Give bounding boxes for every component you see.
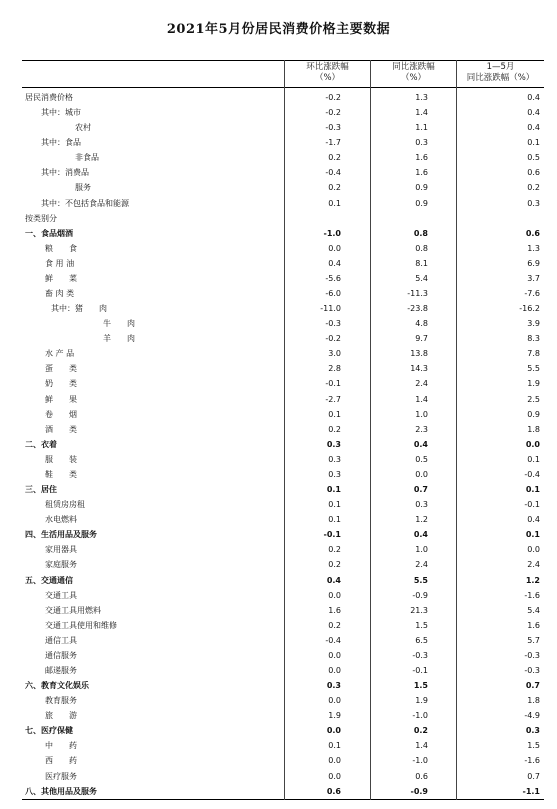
yoy-value: 4.8 bbox=[415, 319, 428, 329]
row-label: 农村 bbox=[75, 123, 91, 133]
row-label: 一、食品烟酒 bbox=[25, 228, 73, 238]
row-label: 六、教育文化娱乐 bbox=[25, 681, 89, 691]
yoy-value: 1.9 bbox=[415, 696, 428, 706]
table-row bbox=[22, 361, 544, 376]
row-label: 其中：消费品 bbox=[41, 168, 89, 178]
yoy-value: 21.3 bbox=[410, 605, 428, 615]
ytd-value: -1.6 bbox=[524, 756, 540, 766]
row-label: 家用器具 bbox=[45, 545, 77, 555]
ytd-value: -0.4 bbox=[524, 469, 540, 479]
table-row bbox=[22, 738, 544, 753]
ytd-value: 1.5 bbox=[527, 741, 540, 751]
mom-value: 0.2 bbox=[328, 153, 341, 163]
ytd-value: 0.5 bbox=[527, 153, 540, 163]
yoy-value: 5.5 bbox=[413, 575, 428, 585]
row-label: 畜 肉 类 bbox=[45, 289, 75, 299]
yoy-value: 0.9 bbox=[415, 198, 428, 208]
ytd-value: -0.3 bbox=[524, 650, 540, 660]
mom-value: 0.0 bbox=[328, 771, 341, 781]
row-label: 三、居住 bbox=[25, 485, 57, 495]
mom-value: -1.7 bbox=[325, 138, 341, 148]
mom-value: 0.1 bbox=[328, 500, 341, 510]
table-row bbox=[22, 180, 544, 195]
table-row bbox=[22, 633, 544, 648]
table-row bbox=[22, 769, 544, 784]
ytd-value: 0.4 bbox=[527, 515, 540, 525]
table-row bbox=[22, 723, 544, 738]
table-row bbox=[22, 316, 544, 331]
yoy-value: 2.4 bbox=[415, 560, 428, 570]
yoy-value: 1.4 bbox=[415, 108, 428, 118]
ytd-value: 0.1 bbox=[527, 138, 540, 148]
mom-value: -0.4 bbox=[325, 635, 341, 645]
mom-value: 0.2 bbox=[328, 424, 341, 434]
table-row bbox=[22, 678, 544, 693]
mom-value: 0.1 bbox=[328, 409, 341, 419]
row-label: 教育服务 bbox=[45, 696, 77, 706]
ytd-value: 0.3 bbox=[525, 726, 540, 736]
row-label: 中 药 bbox=[45, 741, 77, 751]
mom-value: -5.6 bbox=[325, 273, 341, 283]
mom-value: 0.1 bbox=[328, 198, 341, 208]
row-label: 非食品 bbox=[75, 153, 99, 163]
table-row bbox=[22, 648, 544, 663]
row-label: 其中：猪 肉 bbox=[51, 304, 107, 314]
row-label: 交通工具 bbox=[45, 590, 77, 600]
mom-value: 0.0 bbox=[328, 650, 341, 660]
mom-value: 0.0 bbox=[326, 726, 341, 736]
mom-value: 0.1 bbox=[328, 741, 341, 751]
yoy-value: 1.0 bbox=[415, 409, 428, 419]
table-row bbox=[22, 452, 544, 467]
table-row bbox=[22, 422, 544, 437]
table-row bbox=[22, 497, 544, 512]
row-label: 卷 烟 bbox=[45, 409, 77, 419]
header-mom bbox=[285, 62, 370, 84]
table-row bbox=[22, 708, 544, 723]
ytd-value: 0.0 bbox=[527, 545, 540, 555]
header-yoy bbox=[371, 62, 456, 84]
mom-value: 0.2 bbox=[328, 545, 341, 555]
row-label: 交通工具用燃料 bbox=[45, 605, 101, 615]
yoy-value: 0.3 bbox=[415, 138, 428, 148]
yoy-value: -0.9 bbox=[410, 786, 428, 796]
table-row bbox=[22, 241, 544, 256]
table-row bbox=[22, 120, 544, 135]
ytd-value: 1.9 bbox=[527, 379, 540, 389]
yoy-value: 1.0 bbox=[415, 545, 428, 555]
table-row bbox=[22, 512, 544, 527]
ytd-value: 0.7 bbox=[527, 771, 540, 781]
table-row bbox=[22, 331, 544, 346]
table-row bbox=[22, 437, 544, 452]
row-label: 鲜 果 bbox=[45, 394, 77, 404]
ytd-value: 2.4 bbox=[527, 560, 540, 570]
yoy-value: 0.4 bbox=[413, 530, 428, 540]
mom-value: 0.0 bbox=[328, 243, 341, 253]
ytd-value: -7.6 bbox=[524, 289, 540, 299]
table-row bbox=[22, 618, 544, 633]
table-row bbox=[22, 663, 544, 678]
row-label: 西 药 bbox=[45, 756, 77, 766]
table-row bbox=[22, 90, 544, 105]
mom-value: 0.0 bbox=[328, 590, 341, 600]
ytd-value: 1.8 bbox=[527, 696, 540, 706]
ytd-value: 0.4 bbox=[527, 108, 540, 118]
header-ytd-line1: 1—5月 bbox=[486, 62, 515, 72]
row-label: 医疗服务 bbox=[45, 771, 77, 781]
row-label: 其中：食品 bbox=[41, 138, 81, 148]
ytd-value: 3.9 bbox=[527, 319, 540, 329]
table-row bbox=[22, 527, 544, 542]
row-label: 酒 类 bbox=[45, 424, 77, 434]
row-label: 通信工具 bbox=[45, 635, 77, 645]
yoy-value: 1.4 bbox=[415, 394, 428, 404]
table-row bbox=[22, 165, 544, 180]
row-label: 粮 食 bbox=[45, 243, 77, 253]
row-label: 旅 游 bbox=[45, 711, 77, 721]
ytd-value: 0.1 bbox=[525, 485, 540, 495]
mom-value: -0.2 bbox=[325, 108, 341, 118]
table-row bbox=[22, 211, 544, 226]
table-row bbox=[22, 467, 544, 482]
row-label: 鞋 类 bbox=[45, 469, 77, 479]
row-label: 邮递服务 bbox=[45, 665, 77, 675]
mom-value: 0.3 bbox=[328, 454, 341, 464]
yoy-value: -11.3 bbox=[407, 289, 428, 299]
ytd-value: 1.3 bbox=[527, 243, 540, 253]
yoy-value: 13.8 bbox=[410, 349, 428, 359]
table-row bbox=[22, 588, 544, 603]
mom-value: 0.2 bbox=[328, 560, 341, 570]
mom-value: 2.8 bbox=[328, 364, 341, 374]
yoy-value: 1.4 bbox=[415, 741, 428, 751]
mom-value: 3.0 bbox=[328, 349, 341, 359]
table-row bbox=[22, 693, 544, 708]
table-row bbox=[22, 482, 544, 497]
yoy-value: 0.0 bbox=[415, 469, 428, 479]
yoy-value: 2.4 bbox=[415, 379, 428, 389]
ytd-value: 0.3 bbox=[527, 198, 540, 208]
row-label: 奶 类 bbox=[45, 379, 77, 389]
ytd-value: 2.5 bbox=[527, 394, 540, 404]
yoy-value: 0.7 bbox=[413, 485, 428, 495]
mom-value: 0.3 bbox=[326, 439, 341, 449]
ytd-value: 6.9 bbox=[527, 258, 540, 268]
mom-value: 0.2 bbox=[328, 620, 341, 630]
mom-value: 0.3 bbox=[328, 469, 341, 479]
mom-value: 0.4 bbox=[328, 258, 341, 268]
row-label: 七、医疗保健 bbox=[25, 726, 73, 736]
yoy-value: -1.0 bbox=[412, 756, 428, 766]
row-label: 蛋 类 bbox=[45, 364, 77, 374]
ytd-value: 1.6 bbox=[527, 620, 540, 630]
yoy-value: 1.6 bbox=[415, 153, 428, 163]
mom-value: -0.1 bbox=[323, 530, 341, 540]
mom-value: 0.1 bbox=[328, 515, 341, 525]
ytd-value: 0.0 bbox=[525, 439, 540, 449]
mom-value: -0.2 bbox=[325, 334, 341, 344]
mom-value: 0.1 bbox=[326, 485, 341, 495]
row-label: 八、其他用品及服务 bbox=[25, 786, 97, 796]
mom-value: 0.4 bbox=[326, 575, 341, 585]
ytd-value: 0.9 bbox=[527, 409, 540, 419]
ytd-value: -16.2 bbox=[519, 304, 540, 314]
mom-value: 0.0 bbox=[328, 756, 341, 766]
mom-value: 0.0 bbox=[328, 696, 341, 706]
row-label: 四、生活用品及服务 bbox=[25, 530, 97, 540]
mom-value: 0.3 bbox=[326, 681, 341, 691]
ytd-value: 0.1 bbox=[527, 454, 540, 464]
yoy-value: 0.3 bbox=[415, 500, 428, 510]
yoy-value: -23.8 bbox=[407, 304, 428, 314]
table-row bbox=[22, 542, 544, 557]
mom-value: -0.1 bbox=[325, 379, 341, 389]
ytd-value: 0.2 bbox=[527, 183, 540, 193]
ytd-value: -1.1 bbox=[522, 786, 540, 796]
ytd-value: 5.7 bbox=[527, 635, 540, 645]
table-row bbox=[22, 753, 544, 768]
ytd-value: 0.4 bbox=[527, 93, 540, 102]
header-ytd bbox=[457, 62, 544, 84]
header-mom-line1: 环比涨跌幅 bbox=[306, 62, 349, 72]
ytd-value: 1.2 bbox=[525, 575, 540, 585]
table-row bbox=[22, 301, 544, 316]
ytd-value: -0.3 bbox=[524, 665, 540, 675]
ytd-value: -0.1 bbox=[524, 500, 540, 510]
mom-value: 0.6 bbox=[326, 786, 341, 796]
row-label: 水 产 品 bbox=[45, 349, 75, 359]
row-label: 五、交通通信 bbox=[25, 575, 73, 585]
header-yoy-line2: （%） bbox=[400, 73, 427, 83]
table-row bbox=[22, 135, 544, 150]
yoy-value: -0.3 bbox=[412, 650, 428, 660]
yoy-value: 0.2 bbox=[413, 726, 428, 736]
ytd-value: 0.6 bbox=[527, 168, 540, 178]
ytd-value: 7.8 bbox=[527, 349, 540, 359]
yoy-value: 8.1 bbox=[415, 258, 428, 268]
row-label: 租赁房房租 bbox=[45, 500, 85, 510]
yoy-value: 5.4 bbox=[415, 273, 428, 283]
table-top-rule bbox=[22, 60, 544, 61]
yoy-value: -0.9 bbox=[412, 590, 428, 600]
yoy-value: 6.5 bbox=[415, 635, 428, 645]
table-row bbox=[22, 346, 544, 361]
table-row bbox=[22, 784, 544, 799]
table-body bbox=[22, 90, 544, 799]
table-row bbox=[22, 196, 544, 211]
row-label: 服务 bbox=[75, 183, 91, 193]
ytd-value: 0.1 bbox=[525, 530, 540, 540]
ytd-value: 3.7 bbox=[527, 273, 540, 283]
yoy-value: 0.5 bbox=[415, 454, 428, 464]
yoy-value: -1.0 bbox=[412, 711, 428, 721]
row-label: 羊 肉 bbox=[103, 334, 135, 344]
ytd-value: -4.9 bbox=[524, 711, 540, 721]
yoy-value: 1.5 bbox=[415, 620, 428, 630]
yoy-value: 1.3 bbox=[415, 93, 428, 102]
ytd-value: 8.3 bbox=[527, 334, 540, 344]
header-ytd-line2: 同比涨跌幅（%） bbox=[466, 73, 535, 83]
table-bottom-rule bbox=[22, 799, 544, 800]
yoy-value: 1.5 bbox=[413, 681, 428, 691]
ytd-value: 0.7 bbox=[525, 681, 540, 691]
mom-value: 0.2 bbox=[328, 183, 341, 193]
page-title: 2021年5月份居民消费价格主要数据 bbox=[166, 22, 391, 37]
yoy-value: 1.2 bbox=[415, 515, 428, 525]
yoy-value: 1.1 bbox=[415, 123, 428, 133]
row-label: 二、衣着 bbox=[25, 439, 57, 449]
mom-value: -0.4 bbox=[325, 168, 341, 178]
row-label: 其中：不包括食品和能源 bbox=[41, 198, 129, 208]
table-row bbox=[22, 557, 544, 572]
yoy-value: -0.1 bbox=[412, 665, 428, 675]
table-row bbox=[22, 271, 544, 286]
table-row bbox=[22, 226, 544, 241]
yoy-value: 2.3 bbox=[415, 424, 428, 434]
mom-value: -0.3 bbox=[325, 123, 341, 133]
header-yoy-line1: 同比涨跌幅 bbox=[392, 62, 435, 72]
table-row bbox=[22, 603, 544, 618]
mom-value: -1.0 bbox=[323, 228, 341, 238]
yoy-value: 1.6 bbox=[415, 168, 428, 178]
ytd-value: 0.6 bbox=[525, 228, 540, 238]
row-label: 服 装 bbox=[45, 454, 77, 464]
mom-value: -0.2 bbox=[325, 93, 341, 102]
row-label: 其中：城市 bbox=[41, 108, 81, 118]
yoy-value: 9.7 bbox=[415, 334, 428, 344]
mom-value: 1.6 bbox=[328, 605, 341, 615]
table-row bbox=[22, 392, 544, 407]
mom-value: 0.0 bbox=[328, 665, 341, 675]
row-label: 水电燃料 bbox=[45, 515, 77, 525]
header-divider bbox=[22, 87, 544, 88]
row-label: 家庭服务 bbox=[45, 560, 77, 570]
yoy-value: 0.8 bbox=[413, 228, 428, 238]
row-label: 食 用 油 bbox=[45, 258, 75, 268]
yoy-value: 0.4 bbox=[413, 439, 428, 449]
header-mom-line2: （%） bbox=[314, 73, 341, 83]
mom-value: -11.0 bbox=[320, 304, 341, 314]
row-label: 鲜 菜 bbox=[45, 273, 77, 283]
ytd-value: 1.8 bbox=[527, 424, 540, 434]
mom-value: -2.7 bbox=[325, 394, 341, 404]
yoy-value: 14.3 bbox=[410, 364, 428, 374]
ytd-value: -1.6 bbox=[524, 590, 540, 600]
table-row bbox=[22, 407, 544, 422]
ytd-value: 5.5 bbox=[527, 364, 540, 374]
row-label: 按类别分 bbox=[25, 213, 57, 223]
mom-value: -6.0 bbox=[325, 289, 341, 299]
yoy-value: 0.9 bbox=[415, 183, 428, 193]
ytd-value: 5.4 bbox=[527, 605, 540, 615]
ytd-value: 0.4 bbox=[527, 123, 540, 133]
table-row bbox=[22, 105, 544, 120]
table-row bbox=[22, 150, 544, 165]
row-label: 通信服务 bbox=[45, 650, 77, 660]
table-row bbox=[22, 376, 544, 391]
row-label: 牛 肉 bbox=[103, 319, 135, 329]
row-label: 居民消费价格 bbox=[25, 93, 73, 102]
row-label: 交通工具使用和维修 bbox=[45, 620, 117, 630]
table-row bbox=[22, 256, 544, 271]
mom-value: 1.9 bbox=[328, 711, 341, 721]
table-row bbox=[22, 573, 544, 588]
mom-value: -0.3 bbox=[325, 319, 341, 329]
yoy-value: 0.8 bbox=[415, 243, 428, 253]
table-row bbox=[22, 286, 544, 301]
yoy-value: 0.6 bbox=[415, 771, 428, 781]
